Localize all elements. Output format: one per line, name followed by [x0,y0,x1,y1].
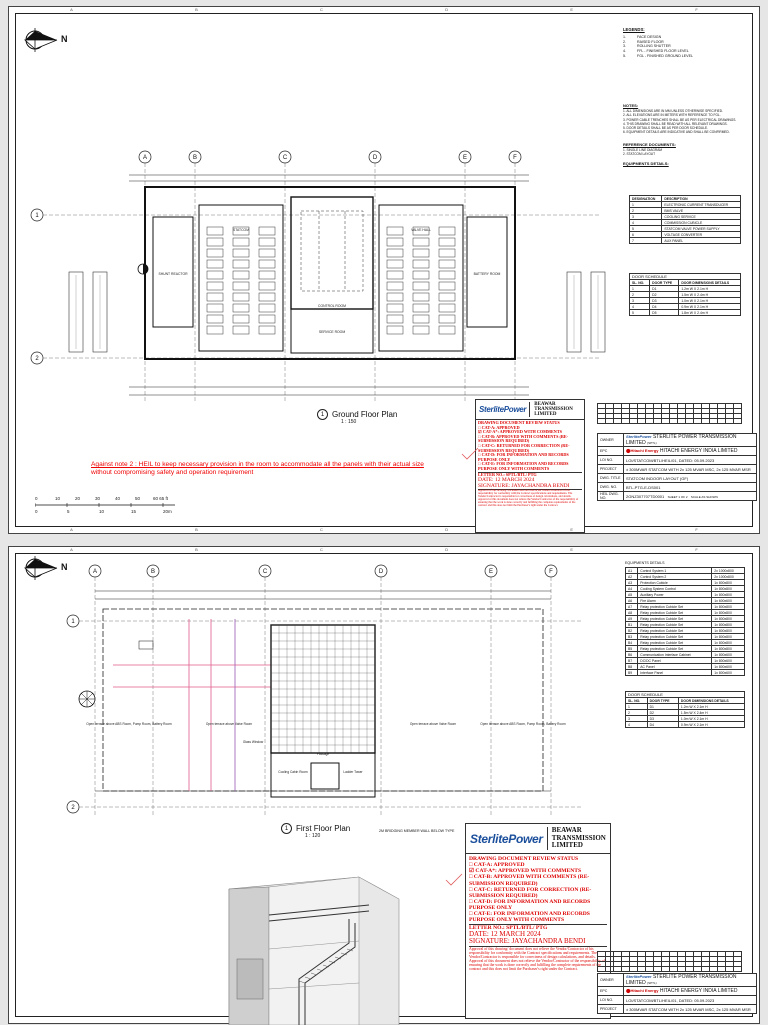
valve-module [439,293,455,301]
svg-text:F: F [549,569,553,575]
valve-module [387,260,403,268]
grid-bubble-d [375,565,387,577]
door-schedule-heading: DOOR SCHEDULE [626,692,745,698]
legends-panel [623,27,753,59]
valve-module [233,249,249,257]
equipment-row: A4 Cooling System Control 1x 800x800 [626,586,745,592]
legend-item: 4. FFL - FINISHED FLOOR LEVEL [623,49,689,54]
door-schedule-table: DOOR SCHEDULE SL. NO. DOOR TYPE DOOR DIMENSIONS DETAILS 1 D1 1.2m W X 2.1m H 2 D2 1.5m W X 2.4m H 3 D3 1.0m W X 2.1m H 4 D4 0.9m W X 2.1m H 5 D5 1.8m W X 2.4m H [629,273,741,316]
equipment-heading: EQUIPMENTS DETAILS: [623,160,669,166]
svg-text:D: D [372,155,378,161]
grid-bubble-a [139,151,151,163]
svg-text:15: 15 [131,509,137,514]
valve-module [413,304,429,312]
valve-module [259,315,275,323]
valve-module [207,238,223,246]
svg-text:30: 30 [95,496,101,501]
sterlite-logo: SterlitePower [470,831,543,846]
equipment-row: A3 Protection Cubicle 1x 800x800 [626,580,745,586]
valve-module [259,293,275,301]
valve-module [413,293,429,301]
svg-text:B: B [192,155,198,161]
drawing-sheet-2 [8,546,760,1024]
valve-module [233,315,249,323]
valve-module [207,227,223,235]
plan-number: 1 [281,823,292,834]
note-item: 5. DOOR DETAILS SHALL BE AS PER DOOR SCHEDULE. [623,125,709,130]
svg-text:D: D [378,569,384,575]
equipment-row: B5 Relay protection Cubicle Set 1x 800x800 [626,646,745,652]
svg-text:F: F [513,155,517,161]
door-row: 2 D2 1.5m W X 2.4m H [626,710,745,716]
valve-module [387,304,403,312]
hitachi-logo: ⬤Hitachi Energy [626,988,659,993]
valve-module [439,238,455,246]
valve-module [207,260,223,268]
equipment-row: A6 Fire Alarm 1x 600x600 [626,598,745,604]
check-mark-icon [461,447,479,461]
north-arrow-icon: N [23,555,59,581]
svg-text:10: 10 [55,496,61,501]
reference-doc-item: 2. STATCOM LAYOUT [623,152,656,157]
review-date: DATE: 12 MARCH 2024 [478,477,535,484]
grid-bubble-2 [31,352,43,364]
review-option: ☑ CAT-A*: APPROVED WITH COMMENTS [478,429,562,435]
equipment-row: 2 BMS VALVE [630,208,741,214]
valve-module [387,326,403,334]
legend-item: 1. FACE DESIGN [623,34,662,39]
valve-module [259,238,275,246]
valve-module [207,304,223,312]
valve-module [387,271,403,279]
review-stamp: SterlitePower BEAWAR TRANSMISSION LIMITED DRAWING DOCUMENT REVIEW STATUS □ CAT-A: APPROVED ☑ CAT-A*: APPROVED WITH COMMENTS □ CAT-B: APPROVED WITH COMMENTS (RE-SUBMISSION REQUIRED) □ CAT-C: RETURNED FOR CORRECTION (RE-SUBMISSION REQUIRED) □ CAT-D: FOR INFORMATION AND RECORDS PURPOSE ONLY □ CAT-E: FOR INFORMATION AND RECORDS PURPOSE ONLY WITH COMMENTS LETTER NO.: SPTL/BTL/ PTG DATE: 12 MARCH 2024 SIGNATURE: JAYACHANDRA BENDI Approval of this drawing/ document does not relieve the Vendor/Contractor of his responsibility for conformity with the Contract specifications and requirements. The Vendor/Contractor is responsible for correctness of design calculations, and details. Approval of this document does not relieve the Vendor/Contractor of the responsibility of ensuring that the work is done correctly and fulfilling the complete requirements of the contract and this does not limit the Purchaser's right under the Contract. [475,399,585,533]
room-label: VALVE HALL [411,228,431,232]
equipment-row: 3 COOLING SERVICE [630,214,741,220]
svg-text:E: E [488,569,494,575]
valve-module [439,282,455,290]
valve-module [207,271,223,279]
review-signature: SIGNATURE: JAYACHANDRA BENDI [469,937,586,946]
plan-number: 1 [317,409,328,420]
grid-bubble-c [279,151,291,163]
room-label: Open terrace above Valve Room [409,722,457,726]
note-item: 1. ALL DIMENSIONS ARE IN MM UNLESS OTHERWISE SPECIFIED. [623,109,723,114]
equipment-row: B9 Interface Panel 1x 800x600 [626,670,745,676]
valve-module [413,238,429,246]
equipment-row: 4 COMMISSION CUBICLE [630,220,741,226]
grid-ruler-top: A B C D E F [70,7,698,12]
revision-grid [597,951,742,972]
plan-title [317,409,398,425]
review-remark: Against note 2 : HEIL to keep necessary provision in the room to accommodate all the panels with their actual size without compromising safety and operation requirement [91,461,424,476]
door-row: 3 D3 1.0m W X 2.1m H [626,716,745,722]
notes-panel [623,103,749,167]
door-row: 2 D2 1.5m W X 2.4m H [630,292,741,298]
valve-module [233,260,249,268]
letter-number: LETTER NO.: SPTL/BTL/ PTG [478,472,582,478]
equipment-row: A7 Relay protection Cubicle Set 1x 800x800 [626,604,745,610]
room-label: SHUNT REACTOR [158,272,188,276]
plan-scale: 1 : 150 [341,419,357,425]
grid-bubble-f [545,565,557,577]
room-label: CONTROL ROOM [318,304,346,308]
equipment-row: B8 AC Panel 1x 800x600 [626,664,745,670]
equipment-row: 7 AUX PANEL [630,238,741,244]
first-floor-plan [53,559,613,821]
valve-module [413,326,429,334]
door-schedule-table: DOOR SCHEDULE SL. NO. DOOR TYPE DOOR DIMENSIONS DETAILS 1 D1 1.2m W X 2.1m H 2 D2 1.5m W X 2.4m H 3 D3 1.0m W X 2.1m H 4 D4 0.9m W X 2.1m H [625,691,745,728]
sterlite-mini-logo: SterlitePower [626,974,652,979]
review-option: □ CAT-A: APPROVED [469,862,525,869]
grid-bubble-e [485,565,497,577]
equipment-row: B6 Communication Interface Cabinet 1x 800x600 [626,652,745,658]
grid-bubble-2 [67,801,79,813]
note-item: 6. EQUIPMENT DETAILS ARE INDICATIVE AND SHALL BE CONFIRMED. [623,129,730,134]
valve-module [439,304,455,312]
notes-heading: NOTES: [623,103,639,108]
plan-name: First Floor Plan [296,824,351,833]
isometric-3d-view [209,859,409,1025]
svg-text:C: C [262,569,268,575]
valve-module [413,249,429,257]
sterlite-mini-logo: SterlitePower [626,434,652,439]
review-option: □ CAT-D: FOR INFORMATION AND RECORDS PURPOSE ONLY [478,452,569,462]
room-label: STATCOM [232,228,250,232]
letter-number: LETTER NO.: SPTL/BTL/ PTG [469,924,607,931]
svg-text:2: 2 [71,805,75,811]
valve-module [387,282,403,290]
room-label: Passage [316,752,330,756]
grid-bubble-b [189,151,201,163]
valve-module [413,315,429,323]
grid-ruler-top: A B C D E F [70,547,698,552]
review-option: □ CAT-A: APPROVED [478,424,520,430]
note-item: 2. ALL ELEVATIONS ARE IN METERS WITH REFERENCE TO FGL. [623,113,721,118]
valve-module [233,293,249,301]
review-option: □ CAT-C: RETURNED FOR CORRECTION (RE-SUBMISSION REQUIRED) [478,443,570,453]
room-label: Ladder Tower [343,770,363,774]
valve-module [207,293,223,301]
equipment-row: A8 Relay protection Cubicle Set 1x 800x800 [626,610,745,616]
scale-bar [35,495,195,515]
valve-module [207,282,223,290]
equipment-row: A1 Control System 1 2x 1000x800 [626,568,745,574]
equipment-row: B2 Relay protection Cubicle Set 1x 800x800 [626,628,745,634]
room-label: SERVICE ROOM [318,330,346,334]
svg-text:E: E [462,155,468,161]
svg-text:0: 0 [35,509,38,514]
review-disclaimer: Approval of this drawing/ document does not relieve the Vendor/Contractor of his responsibility for conformity with the Contract specifications and requirements. The Vendor/Contractor is responsible for correctness of design calculations, and details. Approval of this document does not relieve the Vendor/Contractor of the responsibility of ensuring that the work is done correctly and fulfilling the complete requirements of the contract and this does not limit the Purchaser's right under the Contract. [478,489,582,508]
valve-module [233,271,249,279]
sterlite-logo: SterlitePower [479,405,527,414]
valve-module [207,315,223,323]
equipment-row: A5 Auxiliary Power 1x 800x800 [626,592,745,598]
room-label: BATTERY ROOM [473,272,501,276]
grid-bubble-c [259,565,271,577]
svg-text:5: 5 [67,509,70,514]
door-row: 4 D4 0.9m W X 2.1m H [626,722,745,728]
door-row: 4 D4 0.9m W X 2.1m H [630,304,741,310]
equipment-details-table: DESIGNATION DESCRIPTION 1 ELECTRONIC CURRENT TRANSDUCER 2 BMS VALVE 3 COOLING SERVICE 4 COMMISSION CUBICLE 5 STATCOM VALVE POWER SUPPLY 6 VOLTAGE CONVERTER 7 AUX PANEL [629,195,741,244]
valve-module [259,249,275,257]
review-option: ☑ CAT-A*: APPROVED WITH COMMENTS [469,868,582,875]
grid-bubble-b [147,565,159,577]
valve-module [439,249,455,257]
equipment-row: B1 Relay protection Cubicle Set 1x 800x800 [626,622,745,628]
valve-module [413,282,429,290]
note-item: 4. THIS DRAWING SHALL BE READ WITH ALL RELEVANT DRAWINGS. [623,121,728,126]
ground-floor-plan [29,147,619,417]
drawing-sheet-1 [8,6,760,534]
valve-module [387,293,403,301]
svg-text:C: C [282,155,288,161]
svg-text:20: 20 [75,496,81,501]
reference-doc-item: 1. SINGLE LINE DIAGRAM [623,148,662,153]
equipment-row: B4 Relay protection Cubicle Set 1x 800x800 [626,640,745,646]
legend-item: 3. ROLLING SHUTTER [623,44,671,49]
grid-bubble-f [509,151,521,163]
equipment-row: 1 ELECTRONIC CURRENT TRANSDUCER [630,202,741,208]
room-label: Open terrace above ABS Room, Pump Room, Battery Room [86,722,172,726]
grid-ruler-bottom: A B C D E F [70,527,698,532]
title-block: OWNER SterlitePower STERLITE POWER TRANSMISSION LIMITED (SPTL) EPC ⬤Hitachi Energy HITACHI ENERGY INDIA LIMITED LOI NO. LOI/STATCOM/BTL/HEIL/01, DATED: 05.09.2023 PROJECT ± 300MVAR STATCOM WITH 2x 125 MVAR MSC, 2x 125 MVAR MSR [597,973,757,1014]
review-option: □ CAT-E: FOR INFORMATION AND RECORDS PURPOSE ONLY WITH COMMENTS [478,461,569,472]
valve-module [259,282,275,290]
grid-bubble-1 [67,615,79,627]
valve-module [233,304,249,312]
valve-module [259,227,275,235]
svg-text:50: 50 [135,496,141,501]
plan-scale: 1 : 120 [305,833,321,839]
title-block: OWNER SterlitePower STERLITE POWER TRANSMISSION LIMITED (SPTL) EPC ⬤Hitachi Energy HITACHI ENERGY INDIA LIMITED LOI NO. LOI/STATCOM/BTL/HEIL/01, DATED: 05.09.2023 PROJECT ± 300MVAR STATCOM WITH 2x 125 MVAR MSC, 2x 125 MVAR MSR DWG. TITLE STATCOM INDOOR LAYOUT (GF) DWG. NO. BTL-PTG-E-DS001 HEIL DWG. NO. 2GNZ307707TD0001 SHEET 1 OF 2 SCALE AS SHOWN [597,433,757,501]
reference-docs-heading: REFERENCE DOCUMENTS: [623,142,676,148]
note-item: 3. POWER CABLE TRENCHES SHALL BE AS PER ELECTRICAL DRAWINGS. [623,117,737,122]
hitachi-logo: ⬤Hitachi Energy [626,448,659,453]
room-label: Cooling Cabin Room [278,770,308,774]
legend-item: 2. RAISED FLOOR [623,39,664,44]
review-option: □ CAT-D: FOR INFORMATION AND RECORDS PURPOSE ONLY [469,898,591,912]
valve-module [259,271,275,279]
valve-module [387,238,403,246]
valve-module [207,326,223,334]
plan-name: Ground Floor Plan [332,410,398,419]
svg-text:B: B [150,569,156,575]
svg-text:1: 1 [35,213,39,219]
door-row: 1 D1 1.2m W X 2.1m H [630,286,741,292]
svg-text:A: A [92,569,98,575]
review-disclaimer: Approval of this drawing/ document does not relieve the Vendor/Contractor of his responsibility for conformity with the Contract specifications and requirements. The Vendor/Contractor is responsible for correctness of design calculations, and details. Approval of this document does not relieve the Vendor/Contractor of the responsibility of ensuring that the work is done correctly and fulfilling the complete requirements of the contract and this does not limit the Purchaser's right under the Contract. [469,946,607,971]
valve-module [259,326,275,334]
equipment-heading: EQUIPMENTS DETAILS [625,561,665,565]
grid-bubble-a [89,565,101,577]
valve-module [413,271,429,279]
svg-text:1: 1 [71,619,75,625]
north-arrow-icon: N [23,27,59,53]
valve-module [387,227,403,235]
review-option: □ CAT-E: FOR INFORMATION AND RECORDS PURPOSE ONLY WITH COMMENTS [469,911,590,924]
equipment-row: B7 DC/DC Panel 1x 800x600 [626,658,745,664]
plan-title [281,823,351,839]
door-row: 3 D3 1.0m W X 2.1m H [630,298,741,304]
valve-module [439,227,455,235]
svg-text:10: 10 [99,509,105,514]
svg-text:20m: 20m [163,509,172,514]
revision-grid [597,403,742,424]
equipment-row: A2 Control System 2 2x 1000x800 [626,574,745,580]
grid-bubble-d [369,151,381,163]
valve-module [439,271,455,279]
grid-bubble-1 [31,209,43,221]
equipment-row: 5 STATCOM VALVE POWER SUPPLY [630,226,741,232]
equipment-row: 6 VOLTAGE CONVERTER [630,232,741,238]
grid-bubble-e [459,151,471,163]
valve-module [439,315,455,323]
valve-module [387,249,403,257]
valve-module [413,260,429,268]
review-status-heading: DRAWING DOCUMENT REVIEW STATUS [469,856,579,862]
valve-module [233,238,249,246]
legend-item: 5. FGL - FINISHED GROUND LEVEL [623,54,693,59]
equipment-details-table [625,567,745,676]
valve-module [233,282,249,290]
equipment-row: B3 Relay protection Cubicle Set 1x 800x800 [626,634,745,640]
valve-module [233,326,249,334]
review-signature: SIGNATURE: JAYACHANDRA BENDI [478,483,570,490]
svg-text:0: 0 [35,496,38,501]
valve-module [387,315,403,323]
room-label: Open terrace above Valve Room [205,722,253,726]
wall-note: 2M BRIDGING MEMBER WALL BELOW TYPE [379,829,455,833]
room-label: Glass Window [242,740,264,744]
review-status-heading: DRAWING DOCUMENT REVIEW STATUS [478,420,560,425]
door-schedule-heading: DOOR SCHEDULE [630,274,741,280]
valve-module [259,260,275,268]
grid-label: A [142,155,148,161]
valve-module [439,260,455,268]
equipment-row: A9 Relay protection Cubicle Set 1x 800x800 [626,616,745,622]
review-date: DATE: 12 MARCH 2024 [469,929,541,938]
room-label: Open terrace above ABS Room, Pump Room, Battery Room [480,722,566,726]
check-mark-icon [445,873,463,887]
door-row: 5 D5 1.8m W X 2.4m H [630,310,741,316]
svg-text:40: 40 [115,496,121,501]
review-option: □ CAT-B: APPROVED WITH COMMENTS (RE-SUBMISSION REQUIRED) [478,433,569,444]
valve-module [207,249,223,257]
review-stamp: SterlitePower BEAWAR TRANSMISSION LIMITED DRAWING DOCUMENT REVIEW STATUS □ CAT-A: APPROVED ☑ CAT-A*: APPROVED WITH COMMENTS □ CAT-B: APPROVED WITH COMMENTS (RE-SUBMISSION REQUIRED) □ CAT-C: RETURNED FOR CORRECTION (RE-SUBMISSION REQUIRED) □ CAT-D: FOR INFORMATION AND RECORDS PURPOSE ONLY □ CAT-E: FOR INFORMATION AND RECORDS PURPOSE ONLY WITH COMMENTS LETTER NO.: SPTL/BTL/ PTG DATE: 12 MARCH 2024 SIGNATURE: JAYACHANDRA BENDI Approval of this drawing/ document does not relieve the Vendor/Contractor of his responsibility for conformity with the Contract specifications and requirements. The Vendor/Contractor is responsible for correctness of design calculations, and details. Approval of this document does not relieve the Vendor/Contractor of the responsibility of ensuring that the work is done correctly and fulfilling the complete requirements of the contract and this does not limit the Purchaser's right under the Contract. [465,823,611,1019]
svg-text:60 65 ft: 60 65 ft [153,496,169,501]
review-option: □ CAT-B: APPROVED WITH COMMENTS (RE-SUBMISSION REQUIRED) [469,874,590,887]
legends-heading: LEGENDS: [623,27,645,32]
review-option: □ CAT-C: RETURNED FOR CORRECTION (RE-SUBMISSION REQUIRED) [469,886,592,899]
door-row: 1 D1 1.2m W X 2.1m H [626,704,745,710]
valve-module [259,304,275,312]
svg-text:2: 2 [35,356,39,362]
valve-module [439,326,455,334]
